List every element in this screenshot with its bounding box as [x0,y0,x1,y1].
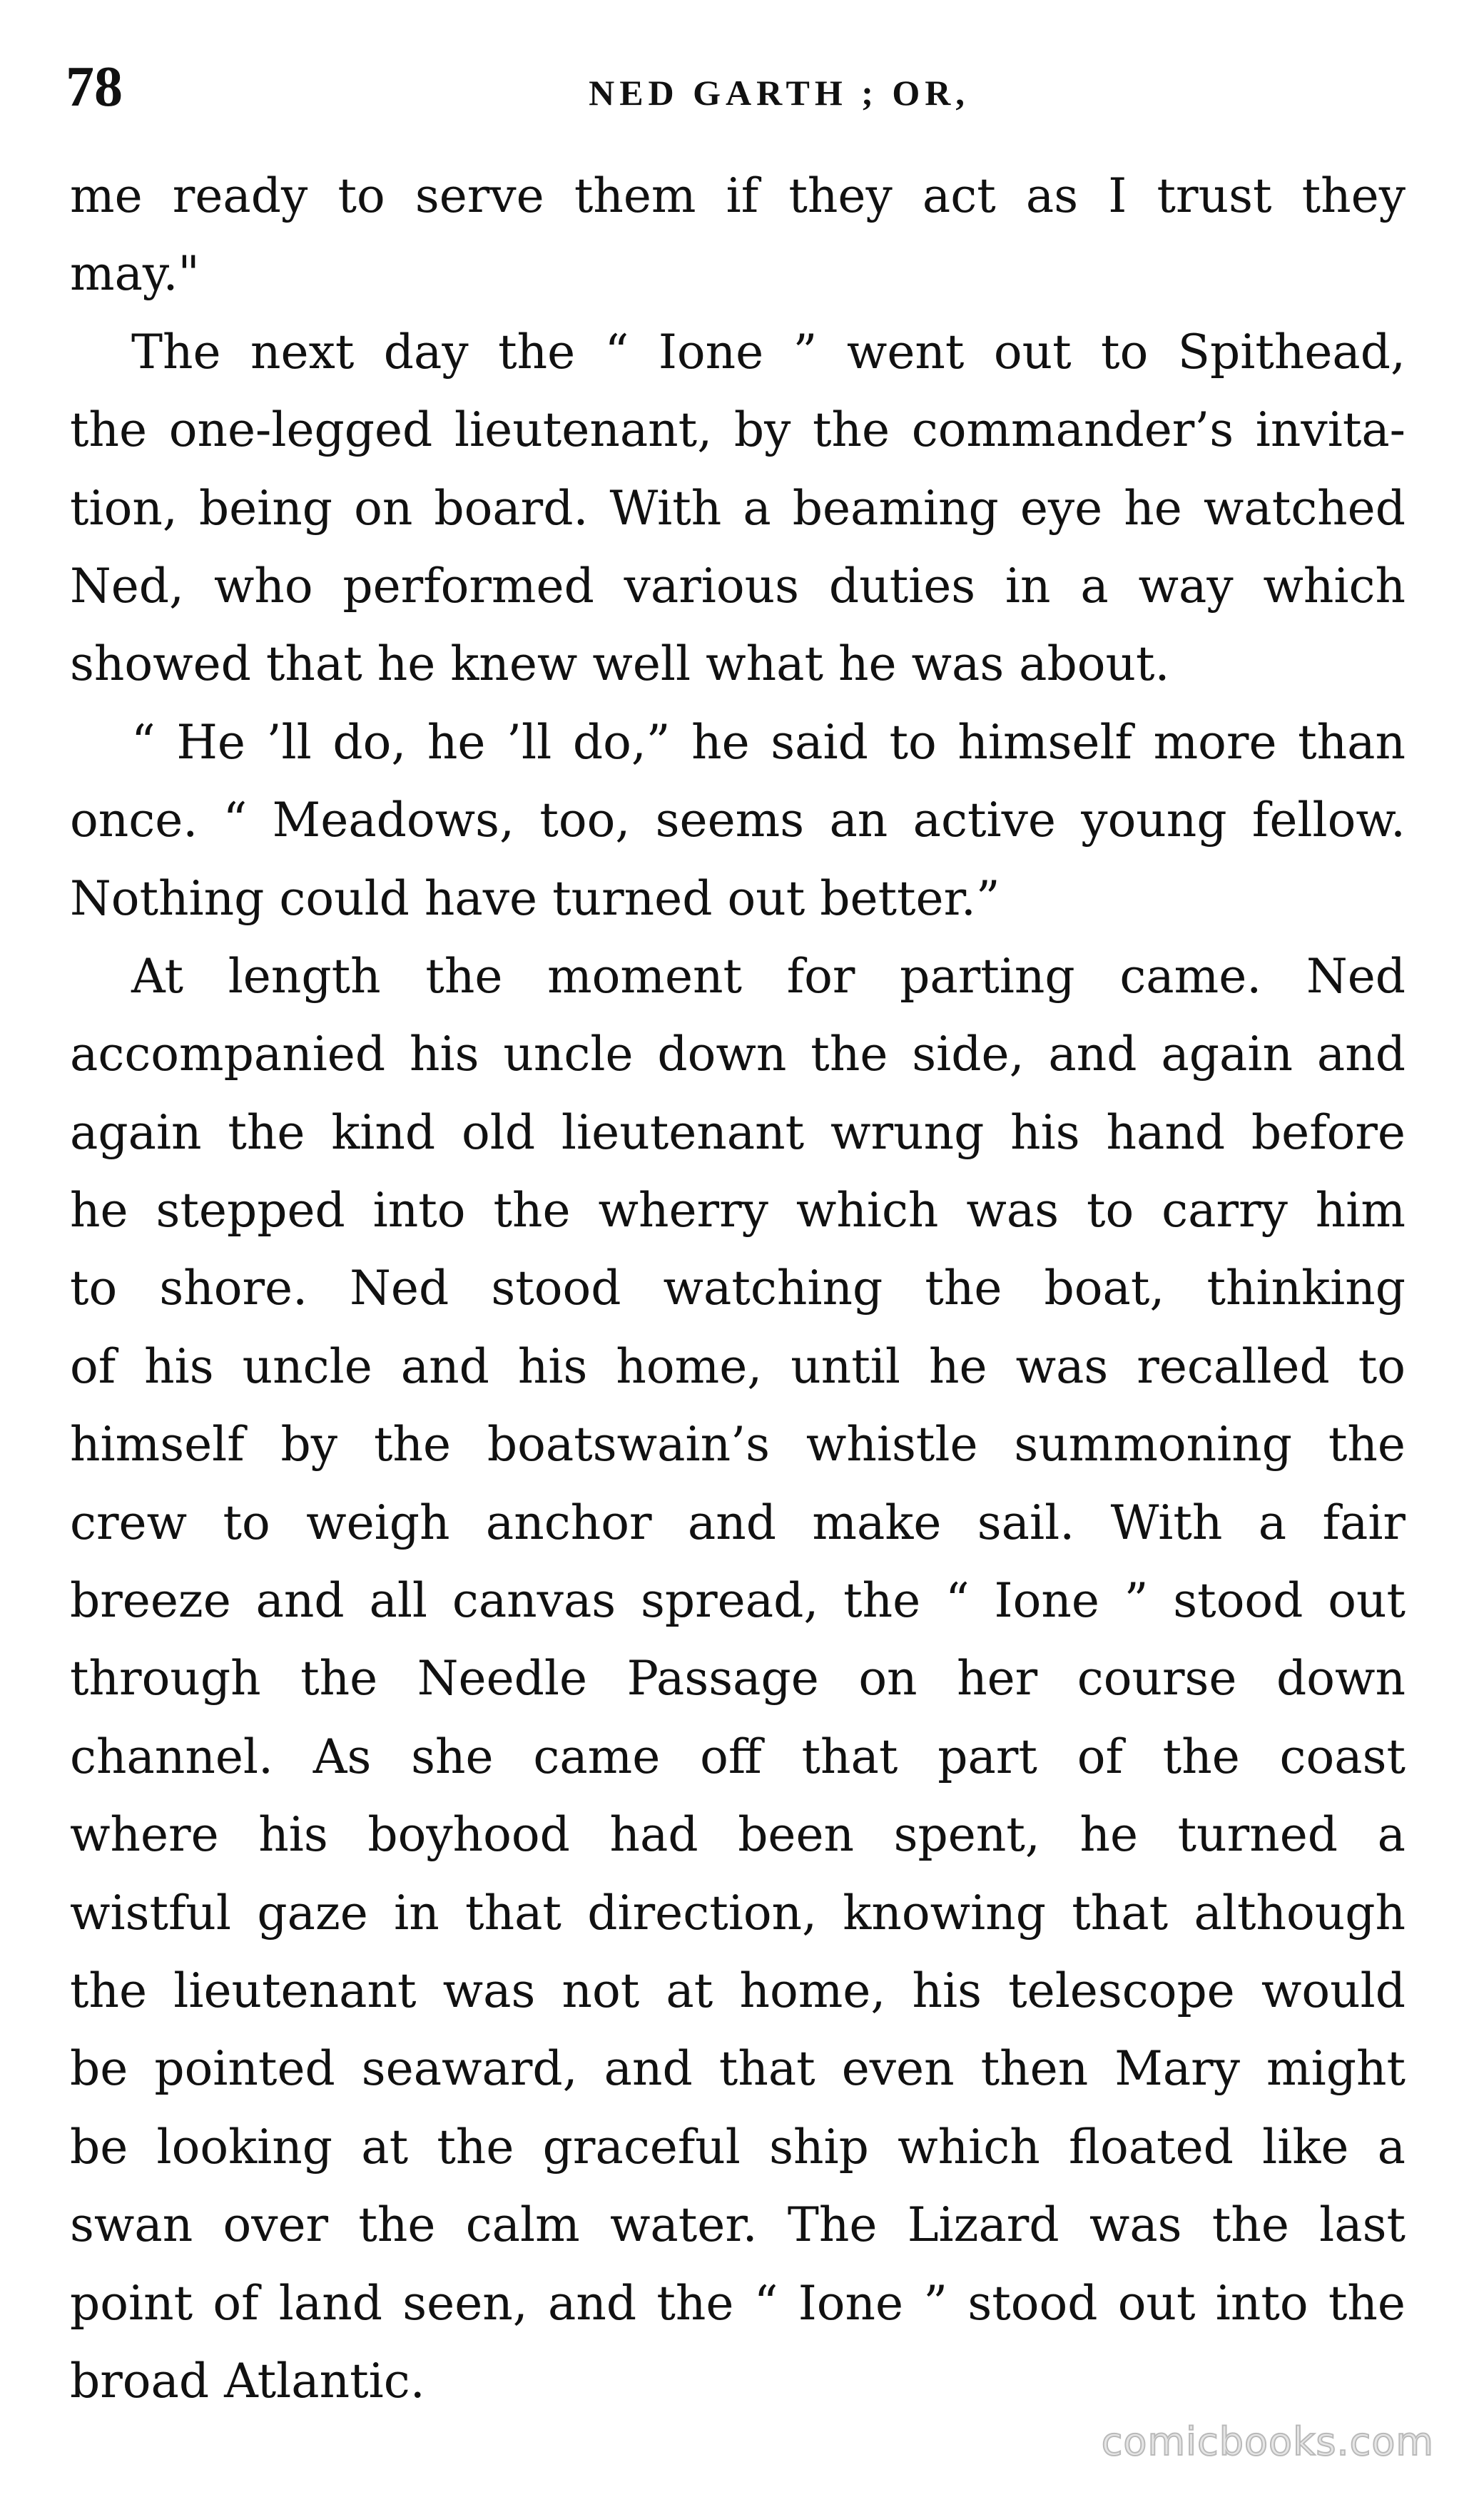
text-line: be looking at the graceful ship which floated like a [70,2119,1406,2175]
text-line: the lieutenant was not at home, his telescope would [70,1963,1406,2018]
text-line: broad Atlantic. [70,2353,425,2409]
text-line: At length the moment for parting came. Ned [131,948,1406,1004]
text-line: to shore. Ned stood watching the boat, thinking [70,1261,1406,1316]
text-line: showed that he knew well what he was about. [70,636,1170,692]
watermark: comicbooks.com [1101,2419,1434,2464]
text-line: the one-legged lieutenant, by the commander’s invita- [70,402,1406,458]
text-line: point of land seen, and the “ Ione ” stood out into the [70,2275,1406,2331]
page-header [66,51,1407,130]
text-line: accompanied his uncle down the side, and again and [70,1027,1406,1082]
page-number: 78 [66,56,123,118]
body-text [70,157,1406,2420]
text-line: breeze and all canvas spread, the “ Ione ” stood out [70,1573,1406,1629]
text-line: may." [70,246,200,302]
text-line: tion, being on board. With a beaming eye he watched [70,480,1406,536]
text-line: crew to weigh anchor and make sail. With a fair [70,1495,1406,1550]
text-line: again the kind old lieutenant wrung his hand before [70,1104,1406,1160]
text-line: of his uncle and his home, until he was recalled to [70,1338,1406,1394]
text-line: “ He ’ll do, he ’ll do,” he said to himself more than [131,714,1406,770]
text-line: through the Needle Passage on her course down [70,1651,1406,1707]
text-line: be pointed seaward, and that even then Mary might [70,2041,1406,2097]
text-line: Ned, who performed various duties in a way which [70,558,1406,614]
text-line: me ready to serve them if they act as I trust they [70,168,1406,223]
text-line: swan over the calm water. The Lizard was the last [70,2197,1406,2253]
running-head: NED GARTH ; OR, [589,73,970,113]
text-line: where his boyhood had been spent, he turned a [70,1807,1406,1863]
text-line: Nothing could have turned out better.” [70,870,1000,926]
text-line: he stepped into the wherry which was to carry him [70,1183,1406,1239]
text-line: channel. As she came off that part of the coast [70,1729,1406,1784]
text-line: himself by the boatswain’s whistle summoning the [70,1417,1406,1473]
text-line: once. “ Meadows, too, seems an active young fellow. [70,793,1406,848]
text-line: The next day the “ Ione ” went out to Spithead, [131,324,1406,380]
text-line: wistful gaze in that direction, knowing that although [70,1885,1406,1941]
